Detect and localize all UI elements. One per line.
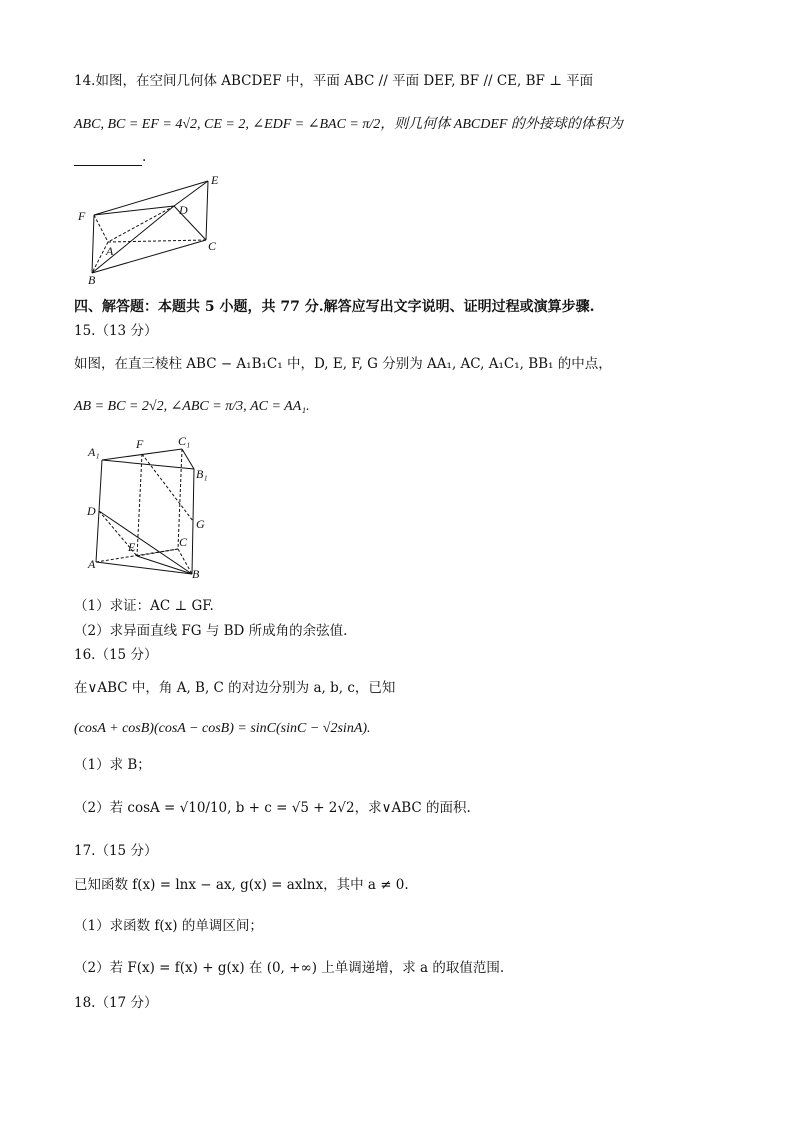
q18-number: 18.（17 分） — [74, 995, 158, 1011]
q17-part1: （1）求函数 f(x) 的单调区间； — [74, 918, 263, 934]
q15-line2: AB = BC = 2√2, ∠ABC = π/3, AC = AA₁. — [74, 399, 310, 414]
answer-blank — [74, 151, 142, 166]
q15-label-C1: C₁ — [178, 434, 191, 448]
q17-line1: 已知函数 f(x) = lnx − ax, g(x) = axlnx，其中 a ≠ 0. — [74, 877, 409, 893]
q14-line2: ABC, BC = EF = 4√2, CE = 2, ∠EDF = ∠BAC = π/2，则几何体 ABCDEF 的外接球的体积为 — [74, 117, 623, 132]
q16-part1: （1）求 B； — [74, 757, 151, 773]
q16-part2: （2）若 cosA = √10/10, b + c = √5 + 2√2，求∨ABC 的面积. — [74, 800, 471, 816]
q16-line2: (cosA + cosB)(cosA − cosB) = sinC(sinC − √2sinA). — [74, 721, 371, 736]
q14-answer-line — [74, 148, 146, 166]
q15-label-F: F — [136, 437, 144, 451]
q14-label-E: E — [211, 173, 219, 187]
q16-number: 16.（15 分） — [74, 647, 158, 663]
q14-label-D: D — [179, 203, 188, 217]
q15-figure — [84, 434, 224, 584]
section-heading: 四、解答题：本题共 5 小题，共 77 分.解答应写出文字说明、证明过程或演算步骤. — [74, 299, 595, 315]
q15-label-B: B — [192, 567, 200, 581]
q15-label-C: C — [179, 535, 188, 549]
q17-number: 17.（15 分） — [74, 843, 158, 859]
q15-label-B1: B₁ — [196, 467, 208, 481]
q15-part2: （2）求异面直线 FG 与 BD 所成角的余弦值. — [74, 623, 348, 639]
q15-label-G: G — [196, 517, 205, 531]
q14-label-F: F — [78, 209, 86, 223]
q15-number: 15.（13 分） — [74, 323, 158, 339]
q14-label-C: C — [208, 239, 217, 253]
q15-label-E: E — [128, 540, 136, 554]
q15-line1: 如图，在直三棱柱 ABC − A₁B₁C₁ 中，D, E, F, G 分别为 AA₁, AC, A₁C₁, BB₁ 的中点， — [74, 356, 612, 372]
q14-line1: 14.如图，在空间几何体 ABCDEF 中，平面 ABC // 平面 DEF, BF // CE, BF ⊥ 平面 — [74, 73, 594, 89]
q14-label-B: B — [88, 273, 96, 284]
q15-label-A1: A₁ — [88, 445, 100, 459]
q15-label-D: D — [87, 504, 96, 518]
q14-line3-tail: . — [142, 149, 147, 165]
q17-part2: （2）若 F(x) = f(x) + g(x) 在 (0, +∞) 上单调递增，求 a 的取值范围. — [74, 960, 505, 976]
q15-label-A: A — [88, 557, 96, 571]
q16-line1: 在∨ABC 中，角 A, B, C 的对边分别为 a, b, c，已知 — [74, 680, 396, 696]
q15-part1: （1）求证：AC ⊥ GF. — [74, 598, 214, 614]
q14-figure — [70, 172, 230, 284]
q14-label-A: A — [106, 244, 114, 258]
